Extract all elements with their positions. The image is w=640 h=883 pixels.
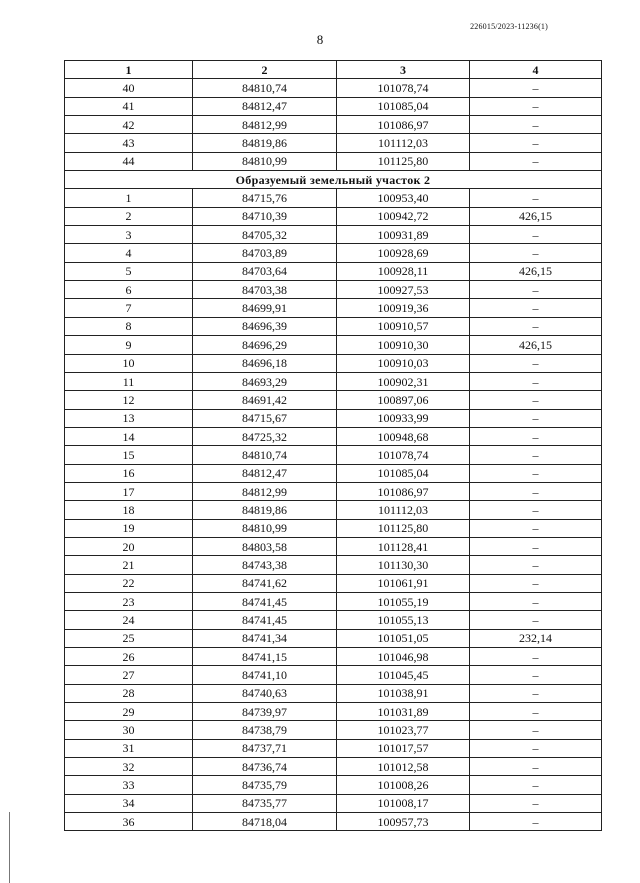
table-cell: 17	[65, 482, 193, 500]
table-cell: 100928,69	[337, 244, 470, 262]
section-row	[65, 171, 602, 189]
table-cell: –	[470, 299, 602, 317]
column-header: 2	[193, 61, 337, 79]
table-cell: 18	[65, 501, 193, 519]
table-cell: –	[470, 501, 602, 519]
table-cell: 100953,40	[337, 189, 470, 207]
table-cell: –	[470, 721, 602, 739]
table-cell: 84699,91	[193, 299, 337, 317]
table-cell: 101125,80	[337, 152, 470, 170]
table-cell: 101046,98	[337, 648, 470, 666]
table-row	[65, 427, 602, 445]
table-cell: 15	[65, 446, 193, 464]
table-cell: 41	[65, 97, 193, 115]
table-cell: 101085,04	[337, 97, 470, 115]
table-cell: 100919,36	[337, 299, 470, 317]
table-cell: –	[470, 446, 602, 464]
table-cell: –	[470, 482, 602, 500]
table-cell: 101086,97	[337, 482, 470, 500]
table-cell: –	[470, 79, 602, 97]
table-row	[65, 372, 602, 390]
table-row	[65, 97, 602, 115]
table-cell: 84741,45	[193, 611, 337, 629]
table-row	[65, 501, 602, 519]
table-cell: 101038,91	[337, 684, 470, 702]
table-cell: 232,14	[470, 629, 602, 647]
table-row	[65, 354, 602, 372]
table-row	[65, 813, 602, 831]
table-cell: 21	[65, 556, 193, 574]
table-cell: 100897,06	[337, 391, 470, 409]
table-cell: –	[470, 592, 602, 610]
table-cell: 84819,86	[193, 501, 337, 519]
table-cell: –	[470, 226, 602, 244]
table-row	[65, 409, 602, 427]
table-cell: 84743,38	[193, 556, 337, 574]
table-cell: 84741,10	[193, 666, 337, 684]
table-cell: 84736,74	[193, 758, 337, 776]
column-header: 4	[470, 61, 602, 79]
table-cell: 12	[65, 391, 193, 409]
table-cell: 44	[65, 152, 193, 170]
document-id: 226015/2023-11236(1)	[470, 22, 548, 31]
table-cell: 20	[65, 537, 193, 555]
table-cell: 43	[65, 134, 193, 152]
table-cell: 84691,42	[193, 391, 337, 409]
column-header: 3	[337, 61, 470, 79]
table-row	[65, 611, 602, 629]
table-cell: 84696,39	[193, 317, 337, 335]
table-cell: 9	[65, 336, 193, 354]
table-cell: 101061,91	[337, 574, 470, 592]
table-cell: 84741,34	[193, 629, 337, 647]
table-cell: 84735,79	[193, 776, 337, 794]
table-cell: 32	[65, 758, 193, 776]
table-cell: 8	[65, 317, 193, 335]
table-cell: 101008,17	[337, 794, 470, 812]
table-cell: 84741,15	[193, 648, 337, 666]
table-cell: 101078,74	[337, 79, 470, 97]
table-cell: –	[470, 317, 602, 335]
table-cell: –	[470, 556, 602, 574]
table-cell: 101045,45	[337, 666, 470, 684]
table-row	[65, 648, 602, 666]
table-cell: 84810,74	[193, 446, 337, 464]
column-header: 1	[65, 61, 193, 79]
table-cell: 84718,04	[193, 813, 337, 831]
table-cell: 101112,03	[337, 134, 470, 152]
table-cell: 22	[65, 574, 193, 592]
table-cell: 84703,89	[193, 244, 337, 262]
table-section	[65, 171, 602, 189]
table-cell: 29	[65, 703, 193, 721]
table-cell: 84741,45	[193, 592, 337, 610]
table-row	[65, 207, 602, 225]
table-cell: 34	[65, 794, 193, 812]
table-row	[65, 79, 602, 97]
margin-rule	[9, 812, 10, 883]
table-cell: –	[470, 813, 602, 831]
table-cell: 31	[65, 739, 193, 757]
table-cell: 84803,58	[193, 537, 337, 555]
table-row	[65, 776, 602, 794]
table-cell: 84812,99	[193, 116, 337, 134]
table-cell: 28	[65, 684, 193, 702]
table-cell: 7	[65, 299, 193, 317]
table-cell: 101086,97	[337, 116, 470, 134]
table-cell: 23	[65, 592, 193, 610]
table-row	[65, 666, 602, 684]
table-body-top	[65, 79, 602, 171]
table-cell: 13	[65, 409, 193, 427]
table-cell: 101017,57	[337, 739, 470, 757]
table-cell: 4	[65, 244, 193, 262]
table-cell: 84735,77	[193, 794, 337, 812]
table-cell: –	[470, 97, 602, 115]
table-cell: 101023,77	[337, 721, 470, 739]
table-cell: 84737,71	[193, 739, 337, 757]
table-cell: 101031,89	[337, 703, 470, 721]
table-cell: 27	[65, 666, 193, 684]
table-cell: 101012,58	[337, 758, 470, 776]
table-cell: 100948,68	[337, 427, 470, 445]
table-cell: 426,15	[470, 207, 602, 225]
table-cell: 101128,41	[337, 537, 470, 555]
table-cell: 24	[65, 611, 193, 629]
table-cell: –	[470, 684, 602, 702]
table-cell: 101078,74	[337, 446, 470, 464]
table-cell: 84810,99	[193, 519, 337, 537]
table-cell: 5	[65, 262, 193, 280]
table-cell: –	[470, 391, 602, 409]
table-cell: 84812,47	[193, 464, 337, 482]
table-cell: 16	[65, 464, 193, 482]
table-cell: 3	[65, 226, 193, 244]
table-cell: 84738,79	[193, 721, 337, 739]
table-cell: –	[470, 703, 602, 721]
table-cell: 84819,86	[193, 134, 337, 152]
table-cell: –	[470, 244, 602, 262]
table-cell: –	[470, 537, 602, 555]
table-row	[65, 134, 602, 152]
table-cell: 6	[65, 281, 193, 299]
table-row	[65, 226, 602, 244]
table-cell: 14	[65, 427, 193, 445]
table-cell: 100910,03	[337, 354, 470, 372]
table-cell: 101085,04	[337, 464, 470, 482]
table-row	[65, 446, 602, 464]
table-cell: –	[470, 464, 602, 482]
table-cell: 11	[65, 372, 193, 390]
table-row	[65, 299, 602, 317]
table-cell: –	[470, 409, 602, 427]
table-cell: 84710,39	[193, 207, 337, 225]
table-cell: 42	[65, 116, 193, 134]
table-row	[65, 556, 602, 574]
table-cell: 101008,26	[337, 776, 470, 794]
table-cell: –	[470, 116, 602, 134]
table-cell: 19	[65, 519, 193, 537]
table-cell: 84740,63	[193, 684, 337, 702]
table-cell: 84715,76	[193, 189, 337, 207]
table-cell: 84812,47	[193, 97, 337, 115]
table-cell: –	[470, 354, 602, 372]
table-cell: 84810,74	[193, 79, 337, 97]
table-cell: 100902,31	[337, 372, 470, 390]
table-cell: –	[470, 666, 602, 684]
table-cell: 100931,89	[337, 226, 470, 244]
table-row	[65, 684, 602, 702]
table-row	[65, 519, 602, 537]
table-header-row	[65, 61, 602, 79]
table-row	[65, 281, 602, 299]
table-row	[65, 262, 602, 280]
table-cell: 84696,18	[193, 354, 337, 372]
table-cell: –	[470, 134, 602, 152]
table-cell: –	[470, 648, 602, 666]
table-cell: –	[470, 152, 602, 170]
table-cell: –	[470, 794, 602, 812]
table-cell: 25	[65, 629, 193, 647]
table-row	[65, 739, 602, 757]
table-cell: 84703,38	[193, 281, 337, 299]
table-row	[65, 152, 602, 170]
table-cell: 84696,29	[193, 336, 337, 354]
table-cell: 26	[65, 648, 193, 666]
table-cell: 100910,57	[337, 317, 470, 335]
table-cell: 10	[65, 354, 193, 372]
table-cell: –	[470, 189, 602, 207]
table-cell: 101055,19	[337, 592, 470, 610]
table-row	[65, 391, 602, 409]
table-body-main	[65, 189, 602, 831]
table-cell: 100927,53	[337, 281, 470, 299]
table-cell: 84739,97	[193, 703, 337, 721]
table-cell: –	[470, 574, 602, 592]
table-cell: 84703,64	[193, 262, 337, 280]
table-row	[65, 758, 602, 776]
table-row	[65, 336, 602, 354]
table-cell: –	[470, 427, 602, 445]
table-cell: 84810,99	[193, 152, 337, 170]
table-cell: 36	[65, 813, 193, 831]
table-cell: 101125,80	[337, 519, 470, 537]
table-row	[65, 482, 602, 500]
table-row	[65, 244, 602, 262]
table-cell: 100933,99	[337, 409, 470, 427]
table-cell: 101055,13	[337, 611, 470, 629]
table-cell: –	[470, 519, 602, 537]
table-cell: 1	[65, 189, 193, 207]
table-cell: –	[470, 776, 602, 794]
table-cell: –	[470, 281, 602, 299]
table-cell: 40	[65, 79, 193, 97]
table-cell: 426,15	[470, 336, 602, 354]
table-cell: 101130,30	[337, 556, 470, 574]
table-cell: –	[470, 758, 602, 776]
table-cell: –	[470, 611, 602, 629]
table-row	[65, 794, 602, 812]
table-row	[65, 189, 602, 207]
table-cell: 100942,72	[337, 207, 470, 225]
table-row	[65, 721, 602, 739]
table-row	[65, 592, 602, 610]
table-cell: 84741,62	[193, 574, 337, 592]
table-row	[65, 116, 602, 134]
table-cell: 100910,30	[337, 336, 470, 354]
table-cell: 100928,11	[337, 262, 470, 280]
table-row	[65, 574, 602, 592]
table-row	[65, 464, 602, 482]
page-number: 8	[316, 32, 324, 47]
table-cell: 30	[65, 721, 193, 739]
table-cell: 84725,32	[193, 427, 337, 445]
table-cell: 101051,05	[337, 629, 470, 647]
table-row	[65, 629, 602, 647]
table-row	[65, 537, 602, 555]
table-cell: 33	[65, 776, 193, 794]
table-cell: 84812,99	[193, 482, 337, 500]
table-cell: –	[470, 739, 602, 757]
table-cell: 84693,29	[193, 372, 337, 390]
table-cell: 426,15	[470, 262, 602, 280]
table-cell: 84715,67	[193, 409, 337, 427]
table-row	[65, 703, 602, 721]
table-cell: 100957,73	[337, 813, 470, 831]
table-cell: 84705,32	[193, 226, 337, 244]
table-cell: 101112,03	[337, 501, 470, 519]
table-cell: 2	[65, 207, 193, 225]
section-title: Образуемый земельный участок 2	[65, 171, 602, 189]
coordinates-table	[64, 60, 602, 831]
table-cell: –	[470, 372, 602, 390]
table-row	[65, 317, 602, 335]
